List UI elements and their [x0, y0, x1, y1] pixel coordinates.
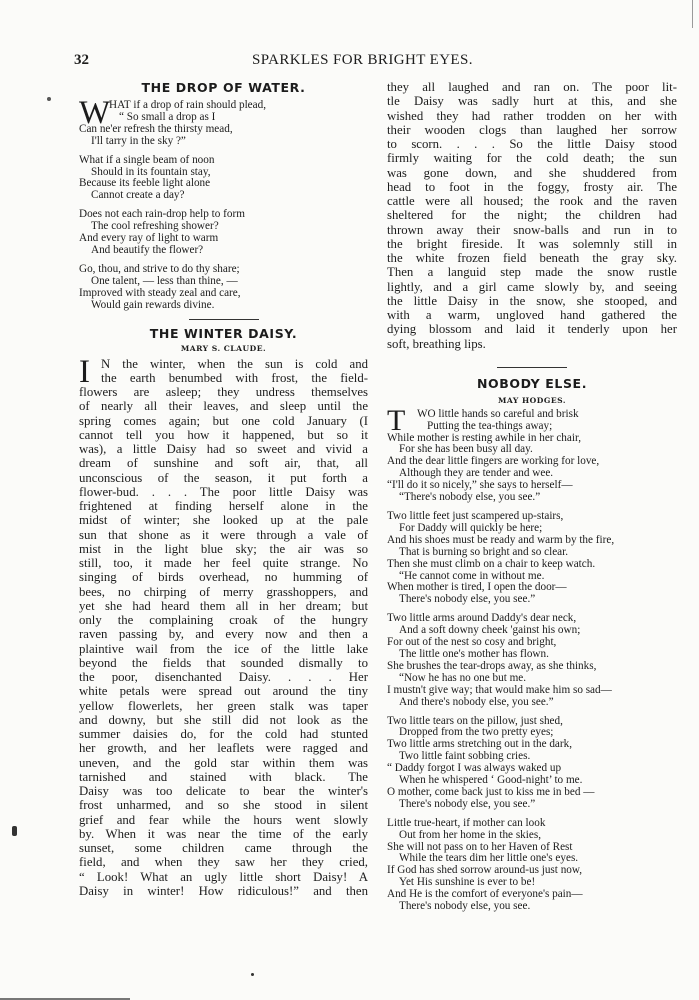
stanza	[79, 155, 368, 203]
stanza	[387, 403, 677, 504]
verse-line: There's nobody else, you see.”	[399, 797, 536, 810]
stanza	[79, 264, 368, 312]
drop-cap: W	[79, 95, 111, 131]
verse-line: When he whispered ‘ Good-night’ to me.	[399, 774, 583, 787]
text-line: tarnished and stained with black. The	[79, 769, 368, 784]
text-line: bees, no chirping of merry grasshoppers, and	[79, 584, 368, 599]
verse-line: “There's nobody else, you see.”	[399, 491, 541, 504]
text-line: firmly waiting for the cold death; the sun	[387, 151, 677, 166]
verse-line: One talent, — less than thine, —	[91, 274, 238, 287]
verse-line: Does not each rain-drop help to form	[79, 208, 245, 221]
text-line: soft, breathing lips.	[387, 336, 486, 351]
verse-line: “ Daddy forgot I was always waked up	[387, 762, 562, 775]
verse-line: That is burning so bright and so clear.	[399, 545, 569, 558]
text-line: only the complaining croak of the hungry	[79, 613, 368, 627]
text-line: head to foot in the foggy, frosty air. The	[387, 179, 677, 194]
page-edge-mark	[692, 0, 693, 28]
text-line: the bright fireside. It was solemnly still in	[387, 236, 677, 251]
verse-line: There's nobody else, you see.	[399, 900, 531, 913]
text-line: yellow flowerlets, her green stalk was taper	[79, 698, 368, 713]
text-line: “ Look! What an ugly little short Daisy! A	[79, 869, 368, 884]
verse-line: O mother, come back just to kiss me in bed —	[387, 785, 595, 798]
text-line: was gone down, and she shuddered from	[387, 165, 677, 180]
stanza	[79, 209, 368, 257]
text-line: Daisy was too delicate to bear the winter's	[79, 784, 368, 798]
text-line: frightened at finding herself alone in the	[79, 499, 368, 513]
right-column	[387, 80, 677, 920]
ink-speck	[47, 97, 51, 101]
verse-line: Go, thou, and strive to do thy share;	[79, 262, 240, 275]
text-line: still, too, it made her feel quite strange. No	[79, 556, 368, 570]
drop-cap: I	[79, 353, 90, 390]
verse-line: For Daddy will quickly be here;	[399, 521, 543, 534]
margin-mark	[12, 826, 17, 836]
text-line: their wooden clogs than laughed her sorrow	[387, 122, 677, 137]
text-line: sunset, some children came through the	[79, 841, 368, 855]
verse-line: The little one's mother has flown.	[399, 647, 549, 660]
verse-line: And his shoes must be ready and warm by the fire,	[387, 533, 615, 546]
verse-line: Out from her home in the skies,	[399, 828, 541, 841]
stanza	[387, 818, 677, 913]
text-line: cattle were all housed; the rook and the raven	[387, 194, 677, 208]
verse-line: There's nobody else, you see.”	[399, 593, 536, 606]
text-line: plaintive wail from the ice of the little lake	[79, 641, 368, 656]
verse-line: While mother is resting awhile in her chair,	[387, 431, 582, 444]
poem-author: MAY HODGES.	[498, 395, 566, 405]
text-line: midst of winter; she looked up at the pale	[79, 513, 368, 528]
verse-line: Then she must climb on a chair to keep watch.	[387, 557, 596, 570]
text-line: cannot tell you how it happened, but so it	[79, 427, 368, 442]
text-line: sun that shone as it were through a vale of	[79, 527, 368, 542]
text-line: lightly, and a girl came slowly by, and seeing	[387, 279, 677, 294]
verse-line: Yet His sunshine is ever to be!	[399, 876, 536, 889]
text-line: with a warm, ungloved hand gathered the	[387, 308, 677, 322]
stanza	[387, 716, 677, 811]
text-line: thrown away their snow-balls and run in to	[387, 222, 677, 237]
text-line: Daisy in winter! How ridiculous!” and then	[79, 883, 368, 898]
stanza	[387, 511, 677, 606]
verse-line: WO little hands so careful and brisk	[417, 407, 579, 420]
poem-title-nobody-else: NOBODY ELSE.	[476, 375, 588, 391]
verse-line: And the dear little fingers are working for love,	[387, 455, 600, 468]
verse-line: Little true-heart, if mother can look	[387, 816, 546, 829]
text-line: dying blossom and laid it tenderly upon her	[387, 322, 677, 337]
text-line: grief and fear while the hours went slowly	[79, 812, 368, 827]
text-line: flowers are asleep; they undress themselves	[79, 385, 368, 399]
verse-line: HAT if a drop of rain should plead,	[109, 99, 267, 111]
verse-line: Dropped from the two pretty eyes;	[399, 726, 554, 739]
text-line: was), a little Daisy had so sweet and vivid a	[79, 442, 368, 456]
text-line: the earth benumbed with frost, the field-	[101, 370, 368, 385]
verse-line: Two little faint sobbing cries.	[399, 750, 531, 763]
left-column	[79, 80, 368, 898]
text-line: yet she had heard them all in her dream; but	[79, 598, 368, 613]
text-line: field, and when they saw her they cried,	[79, 855, 368, 870]
page-number: 32	[74, 52, 89, 68]
text-line: raven passing by, and every now and then a	[79, 627, 368, 642]
section-divider	[189, 319, 259, 320]
verse-line: Improved with steady zeal and care,	[79, 286, 241, 299]
text-line: white petals were spread out around the tiny	[79, 684, 368, 699]
verse-line: The cool refreshing shower?	[91, 220, 219, 233]
verse-line: “ So small a drop as I	[119, 110, 216, 123]
verse-line: And beautify the flower?	[91, 243, 204, 256]
ink-speck	[251, 973, 254, 976]
text-line: N the winter, when the sun is cold and	[101, 356, 368, 371]
text-line: beyond the fields that sounded dismally to	[79, 655, 368, 670]
text-line: the white frozen field beneath the gray sky.	[387, 251, 677, 265]
text-line: and downy, but she still did not look as the	[79, 712, 368, 727]
verse-line: Should in its fountain stay,	[91, 165, 211, 178]
verse-line: “Now he has no one but me.	[399, 671, 527, 684]
text-line: unconscious of the season, it put forth a	[79, 470, 368, 485]
poem-drop-of-water	[79, 95, 368, 312]
verse-line: And a soft downy cheek 'gainst his own;	[399, 624, 581, 637]
drop-cap: T	[387, 403, 406, 437]
story-author: MARY S. CLAUDE.	[180, 343, 267, 353]
verse-line: And there's nobody else, you see.”	[399, 695, 554, 708]
verse-line: Because its feeble light alone	[79, 177, 211, 190]
verse-line: Cannot create a day?	[91, 189, 185, 202]
verse-line: I mustn't give way; that would make him so sad—	[387, 683, 612, 696]
section-divider	[497, 367, 567, 368]
verse-line: Would gain rewards divine.	[91, 298, 215, 311]
verse-line: She will not pass on to her Haven of Rest	[387, 840, 573, 853]
text-line: mist in the light blue sky; the air was so	[79, 541, 368, 556]
verse-line: She brushes the tear-drops away, as she thinks,	[387, 659, 597, 672]
verse-line: Two little tears on the pillow, just shed,	[387, 714, 563, 727]
text-line: summer daisies do, for the cold had stunted	[79, 727, 368, 741]
verse-line: Two little feet just scampered up-stairs,	[387, 510, 564, 522]
verse-line: And He is the comfort of everyone's pain—	[387, 888, 583, 901]
verse-line: For out of the nest so cosy and bright,	[387, 636, 557, 649]
text-line: by. When it was near the time of the early	[79, 826, 368, 841]
text-line: the poor, disenchanted Daisy. . . . Her	[79, 670, 368, 684]
verse-line: I'll tarry in the sky ?”	[91, 134, 186, 147]
verse-line: When mother is tired, I open the door—	[387, 581, 567, 594]
stanza	[387, 613, 677, 708]
verse-line: For she has been busy all day.	[399, 443, 533, 456]
text-line: uneven, and the gold star within them was	[79, 755, 368, 770]
story-title-winter-daisy: THE WINTER DAISY.	[149, 325, 298, 341]
text-line: singing of birds overhead, no humming of	[79, 570, 368, 585]
story-text-right	[387, 80, 677, 351]
verse-line: Putting the tea-things away;	[427, 419, 553, 432]
verse-line: Two little arms stretching out in the dark,	[387, 738, 573, 751]
poem-title-drop-of-water: THE DROP OF WATER.	[141, 80, 306, 95]
verse-line: What if a single beam of noon	[79, 153, 215, 166]
running-head	[0, 52, 699, 72]
text-line: to scorn. . . . So the little Daisy stood	[387, 137, 677, 151]
verse-line: “I'll do it so nicely,” she says to herself—	[387, 479, 573, 492]
verse-line: Two little arms around Daddy's dear neck,	[387, 612, 577, 625]
text-line: spring comes again; but one cold January (I	[79, 413, 368, 428]
stanza	[79, 95, 368, 148]
text-line: dream of sunshine and soft air, that, all	[79, 456, 368, 471]
verse-line: Although they are tender and wee.	[399, 467, 554, 480]
text-line: her growth, and her leaflets were ragged and	[79, 741, 368, 756]
text-line: the little Daisy in the snow, she stooped, and	[387, 293, 677, 308]
text-line: they all laughed and ran on. The poor lit-	[387, 80, 677, 94]
text-line: wished they had rather trodden on her with	[387, 108, 677, 123]
text-line: of nearly all their leaves, and sleep until the	[79, 399, 368, 414]
text-line: sheltered for the night; the children had	[387, 208, 677, 223]
verse-line: While the tears dim her little one's eyes.	[399, 852, 579, 865]
verse-line: And every ray of light to warm	[79, 232, 219, 245]
poem-nobody-else	[387, 403, 677, 913]
verse-line: If God has shed sorrow around-us just now,	[387, 864, 583, 877]
text-line: flower-bud. . . . The poor little Daisy was	[79, 484, 368, 499]
story-text-left	[79, 353, 368, 899]
text-line: frost unharmed, and so she stood in silent	[79, 798, 368, 813]
verse-line: “He cannot come in without me.	[399, 569, 545, 582]
text-line: tle Daisy was sadly hurt at this, and she	[387, 94, 677, 109]
text-line: Then a languid step made the snow rustle	[387, 265, 677, 280]
running-title: SPARKLES FOR BRIGHT EYES.	[252, 52, 473, 68]
verse-line: Can ne'er refresh the thirsty mead,	[79, 122, 233, 135]
